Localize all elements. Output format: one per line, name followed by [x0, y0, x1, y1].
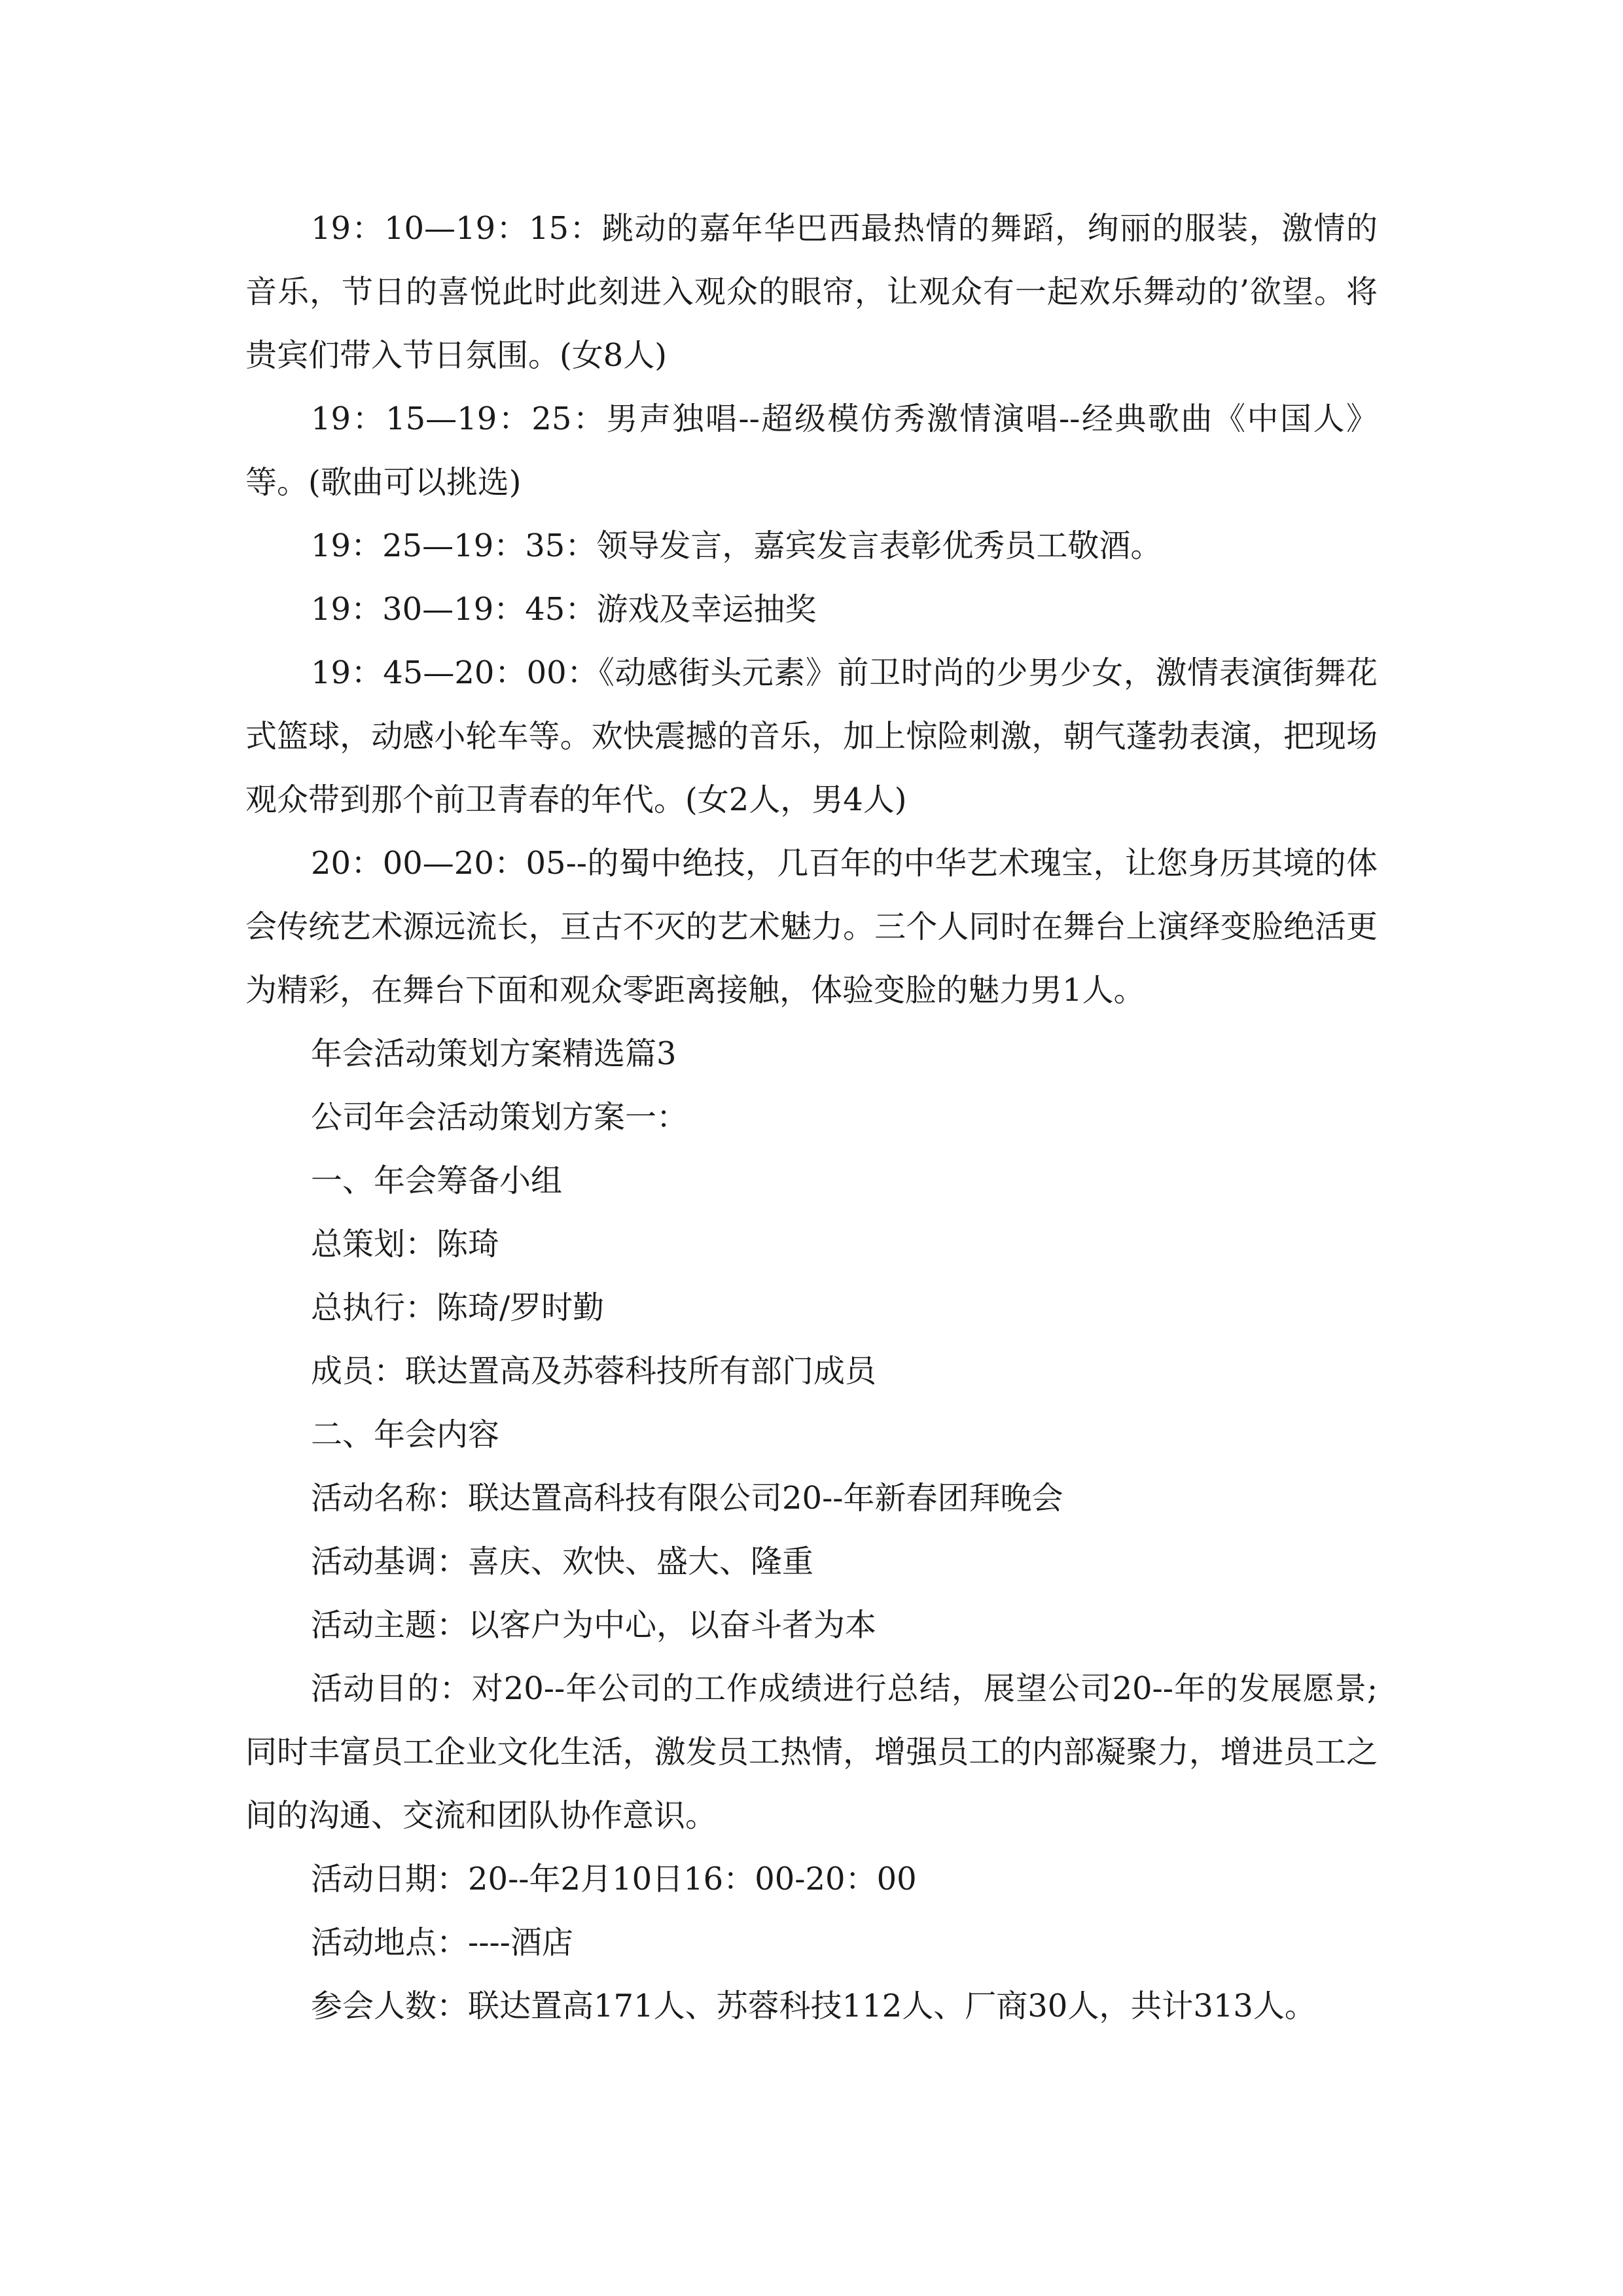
line-event-date: 活动日期：20--年2月10日16：00-20：00	[311, 1861, 917, 1897]
document-body	[245, 197, 1378, 2038]
heading-event-content: 二、年会内容	[311, 1416, 500, 1453]
paragraph-program-2000: 20：00—20：05--的蜀中绝技，几百年的中华艺术瑰宝，让您身历其境的体会传统艺术源远流长，亘古不灭的艺术魅力。三个人同时在舞台上演绎变脸绝活更为精彩，在舞台下面和观众零距离接触，体验变脸的魅力男1人。	[245, 845, 1378, 1009]
line-event-name: 活动名称：联达置高科技有限公司20--年新春团拜晚会	[311, 1480, 1063, 1516]
paragraph-program-1910: 19：10—19：15：跳动的嘉年华巴西最热情的舞蹈，绚丽的服装，激情的音乐，节日的喜悦此时此刻进入观众的眼帘，让观众有一起欢乐舞动的’欲望。将贵宾们带入节日氛围。(女8人)	[245, 210, 1378, 374]
plan-title: 公司年会活动策划方案一：	[311, 1099, 688, 1136]
line-event-location: 活动地点：----酒店	[311, 1924, 573, 1961]
line-members: 成员：联达置高及苏蓉科技所有部门成员	[311, 1353, 877, 1390]
line-attendees: 参会人数：联达置高171人、苏蓉科技112人、厂商30人，共计313人。	[311, 1988, 1316, 2024]
line-event-theme: 活动主题：以客户为中心，以奋斗者为本	[311, 1607, 877, 1643]
line-chief-executor: 总执行：陈琦/罗时勤	[311, 1289, 605, 1326]
paragraph-program-1925: 19：25—19：35：领导发言，嘉宾发言表彰优秀员工敬酒。	[311, 528, 1162, 564]
section-heading: 年会活动策划方案精选篇3	[311, 1035, 677, 1072]
line-event-tone: 活动基调：喜庆、欢快、盛大、隆重	[311, 1543, 814, 1580]
paragraph-program-1930: 19：30—19：45：游戏及幸运抽奖	[311, 591, 817, 628]
line-chief-planner: 总策划：陈琦	[311, 1226, 500, 1263]
heading-preparation-group: 一、年会筹备小组	[311, 1162, 563, 1199]
paragraph-program-1945: 19：45—20：00：《动感街头元素》前卫时尚的少男少女，激情表演街舞花式篮球，动感小轮车等。欢快震撼的音乐，加上惊险刺激，朝气蓬勃表演，把现场观众带到那个前卫青春的年代。(女2人，男4人)	[245, 655, 1378, 818]
paragraph-program-1915: 19：15—19：25：男声独唱--超级模仿秀激情演唱--经典歌曲《中国人》等。(歌曲可以挑选)	[245, 401, 1378, 501]
line-event-purpose: 活动目的：对20--年公司的工作成绩进行总结，展望公司20--年的发展愿景;同时丰富员工企业文化生活，激发员工热情，增强员工的内部凝聚力，增进员工之间的沟通、交流和团队协作意识。	[245, 1670, 1378, 1834]
